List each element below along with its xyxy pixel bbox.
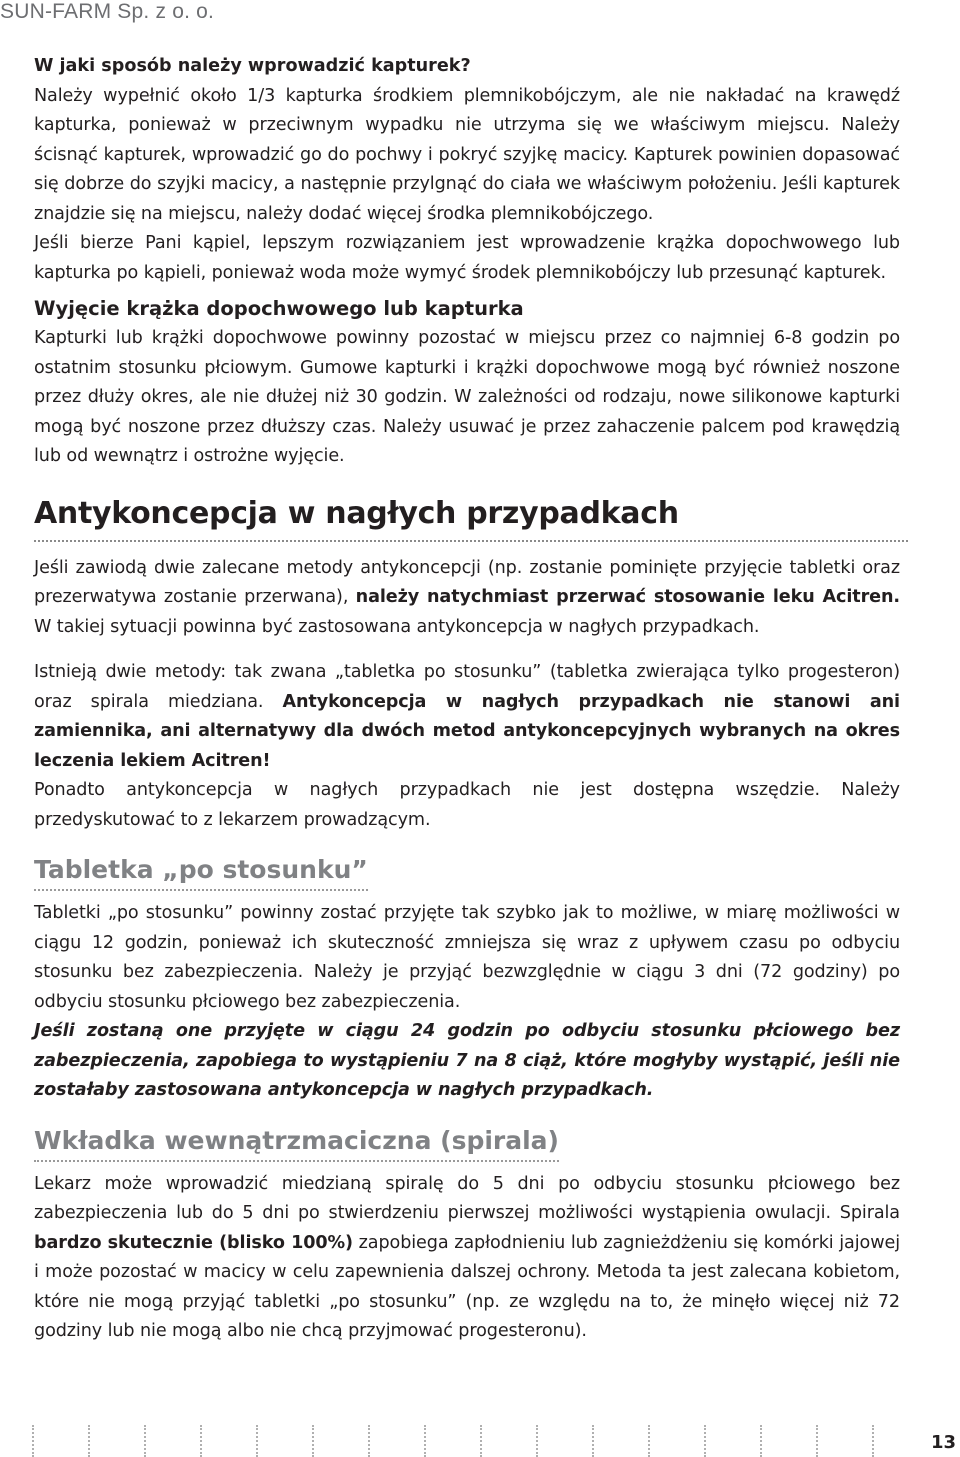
paragraph-gap <box>34 642 900 658</box>
footer-dotted-line <box>760 1425 762 1457</box>
section-title-emergency: Antykoncepcja w nagłych przypadkach <box>34 495 679 531</box>
footer-dotted-line <box>144 1425 146 1457</box>
emergency-1-text: Jeśli zawiodą dwie zalecane metody antykoncepcji (np. zostanie pominięte przyjęcie tabletki oraz prezerwatywa zostanie przerwana), <box>34 557 900 607</box>
paragraph-removal-1: Kapturki lub krążki dopochwowe powinny pozostać w miejscu przez co najmniej 6-8 godzin po ostatnim stosunku płciowym. Gumowe kapturki i krążki dopochwowe mogą być również noszone przez dłuży okres, ale nie dłużej niż 30 godzin. W zależności od rodzaju, nowe silikonowe kapturki mogą być noszone przez dłuższy czas. Należy usuwać je przez zahaczenie palcem pod krawędzią lub od wewnątrz i ostrożne wyjęcie. <box>34 328 900 466</box>
iud-text-end: zapobiega zapłodnieniu lub zagnieżdżeniu się komórki jajowej i może pozostać w macicy w celu zapewnienia dalszej ochrony. Metoda ta jest zalecana kobietom, które nie mogą przyjąć tabletki „po stosunku” (np. ze względu na to, że minęło więcej niż 72 godziny lub nie mogą albo nie chcą przyjmować progesteronu). <box>34 1232 900 1341</box>
footer-dotted-line <box>368 1425 370 1457</box>
paragraph-pill-1: Tabletki „po stosunku” powinny zostać przyjęte tak szybko jak to możliwe, w miarę możliwości w ciągu 12 godzin, ponieważ ich skuteczność zmniejsza się wraz z upływem czasu po odbyciu stosunku bez zabezpieczenia. Należy je przyjąć bezwzględnie w ciągu 3 dni (72 godziny) po odbyciu stosunku płciowego bez zabezpieczenia. <box>34 903 900 1012</box>
footer-dotted-line <box>32 1425 34 1457</box>
paragraph-emergency-3: Ponadto antykoncepcja w nagłych przypadkach nie jest dostępna wszędzie. Należy przedyskutować to z lekarzem prowadzącym. <box>34 780 900 830</box>
footer-dotted-line <box>480 1425 482 1457</box>
section-divider <box>34 540 908 542</box>
title-underline <box>34 889 368 891</box>
section-title-removal: Wyjęcie krążka dopochwowego lub kapturka <box>34 297 524 320</box>
paragraph-emergency-2 <box>34 658 900 776</box>
footer-dotted-line <box>256 1425 258 1457</box>
section-title-cap-insert: W jaki sposób należy wprowadzić kapturek? <box>34 56 471 76</box>
footer-dotted-line <box>704 1425 706 1457</box>
page-number: 13 <box>930 1432 956 1453</box>
footer-dotted-line <box>536 1425 538 1457</box>
emergency-2-warning: Antykoncepcja w nagłych przypadkach nie stanowi ani zamiennika, ani alternatywy dla dwóch metod antykoncepcyjnych wybranych na okres leczenia lekiem Acitren! <box>34 691 900 771</box>
footer-dotted-line <box>312 1425 314 1457</box>
iud-efficacy: bardzo skutecznie (blisko 100%) <box>34 1232 353 1253</box>
footer-dotted-line <box>872 1425 874 1457</box>
section-title-pill: Tabletka „po stosunku” <box>34 853 368 899</box>
subsection-pill <box>34 853 900 899</box>
paragraph-cap-insert-2: Jeśli bierze Pani kąpiel, lepszym rozwiązaniem jest wprowadzenie krążka dopochwowego lub kapturka po kąpieli, ponieważ woda może wymyć środek plemnikobójczy lub przesunąć kapturek. <box>34 233 900 283</box>
paragraph-iud-1 <box>34 1170 900 1347</box>
footer-dotted-line <box>424 1425 426 1457</box>
footer-dotted-line <box>816 1425 818 1457</box>
document-body <box>34 52 900 1347</box>
footer-dotted-line <box>200 1425 202 1457</box>
iud-text: Lekarz może wprowadzić miedzianą spiralę do 5 dni po odbyciu stosunku płciowego bez zabezpieczenia lub do 5 dni po stwierdzeniu pierwszej możliwości wystąpienia owulacji. Spirala <box>34 1173 900 1223</box>
emergency-1-warning: należy natychmiast przerwać stosowanie leku Acitren. <box>355 587 901 607</box>
header-company-name: SUN-FARM Sp. z o. o. <box>0 0 215 23</box>
title-underline <box>34 1160 559 1162</box>
subsection-iud <box>34 1124 900 1170</box>
paragraph-pill-2: Jeśli zostaną one przyjęte w ciągu 24 godzin po odbyciu stosunku płciowego bez zabezpieczenia, zapobiega to wystąpieniu 7 na 8 ciąż, które mogłyby wystąpić, jeśli nie zostałaby zastosowana antykoncepcja w nagłych przypadkach. <box>34 1021 900 1100</box>
footer-dotted-line <box>88 1425 90 1457</box>
paragraph-cap-insert-1: Należy wypełnić około 1/3 kapturka środkiem plemnikobójczym, ale nie nakładać na krawędź kapturka, ponieważ w przeciwnym wypadku nie utrzyma się we właściwym miejscu. Należy ścisnąć kapturek, wprowadzić go do pochwy i pokryć szyjkę macicy. Kapturek powinien dopasować się dobrze do szyjki macicy, a następnie przylgnąć do ciała we właściwym położeniu. Jeśli kapturek znajdzie się na miejscu, należy dodać więcej środka plemnikobójczego. <box>34 85 900 224</box>
footer-dotted-line <box>592 1425 594 1457</box>
footer-dotted-line <box>648 1425 650 1457</box>
emergency-1-text-end: W takiej sytuacji powinna być zastosowana antykoncepcja w nagłych przypadkach. <box>34 616 760 637</box>
paragraph-emergency-1 <box>34 554 900 643</box>
section-title-iud: Wkładka wewnątrzmaciczna (spirala) <box>34 1124 559 1170</box>
emergency-2-text: Istnieją dwie metody: tak zwana „tabletka po stosunku” (tabletka zwierająca tylko progesteron) oraz spirala miedziana. <box>34 662 900 712</box>
